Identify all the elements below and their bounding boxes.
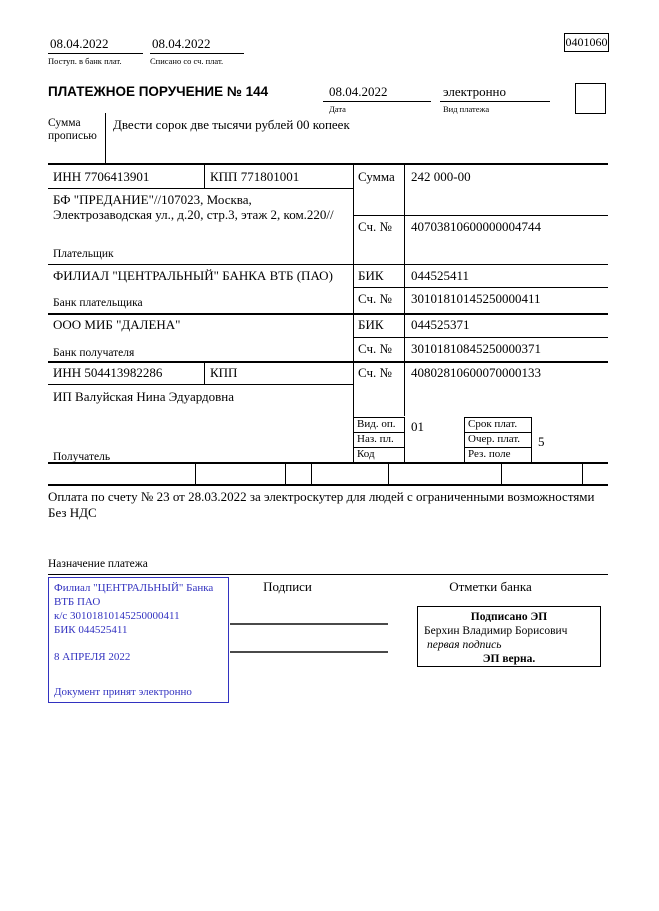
bank-marks-header: Отметки банка <box>449 579 532 594</box>
payee-label: Получатель <box>53 451 111 463</box>
amount-words-value: Двести сорок две тысячи рублей 00 копеек <box>113 117 350 132</box>
status-box <box>575 83 606 114</box>
payment-type-value: электронно <box>440 84 550 102</box>
ep-signature-kind: первая подпись <box>427 639 502 651</box>
purpose-section-line <box>48 574 608 575</box>
payer-inn: ИНН 7706413901 <box>53 169 150 184</box>
signature-line-1 <box>230 623 388 625</box>
op-type-value: 01 <box>411 419 424 434</box>
payee-bank-label: Банк получателя <box>53 347 135 359</box>
tax-cell-divider <box>388 464 389 484</box>
code-label-cell: Код <box>353 447 405 463</box>
value-column-line <box>404 165 405 416</box>
tax-cell-divider <box>195 464 196 484</box>
payer-bank-section-line <box>48 313 608 315</box>
payer-bank-account-label: Сч. № <box>358 291 392 306</box>
date-field <box>323 84 431 114</box>
due-label-cell: Срок плат. <box>464 417 532 433</box>
tax-cell-divider <box>501 464 502 484</box>
payee-bank-account-label: Сч. № <box>358 341 392 356</box>
date-label: Дата <box>329 104 346 114</box>
document-title: ПЛАТЕЖНОЕ ПОРУЧЕНИЕ № 144 <box>48 84 269 99</box>
payer-account-value: 40703810600000004744 <box>411 219 541 234</box>
payee-bank-bik-line <box>353 337 608 338</box>
purpose-code-label-cell: Наз. пл. <box>353 432 405 448</box>
payer-account-label: Сч. № <box>358 219 392 234</box>
payee-name: ИП Валуйская Нина Эдуардовна <box>53 389 235 404</box>
payer-bank-bik-value: 044525411 <box>411 268 470 283</box>
payer-section-line <box>48 264 608 265</box>
sum-row-line <box>353 215 608 216</box>
amount-words-divider <box>105 113 106 163</box>
payee-bank-name: ООО МИБ "ДАЛЕНА" <box>53 317 181 332</box>
signatures-header: Подписи <box>263 579 312 594</box>
ep-verified: ЭП верна. <box>482 653 536 665</box>
sum-label: Сумма <box>358 169 395 184</box>
ep-stamp <box>417 606 601 667</box>
payment-table <box>48 163 608 462</box>
payee-inn-row-line <box>48 384 353 385</box>
stamp-footer: Документ принят электронно <box>54 686 192 698</box>
form-code-box: 0401060 <box>564 33 609 52</box>
payer-inn-row-line <box>48 188 353 189</box>
date-value: 08.04.2022 <box>323 84 431 102</box>
stamp-bik: БИК 044525411 <box>54 624 128 636</box>
payer-kpp: КПП 771801001 <box>210 169 300 184</box>
stamp-date: 8 АПРЕЛЯ 2022 <box>54 651 131 663</box>
payment-type-field <box>440 84 550 114</box>
payer-name: БФ "ПРЕДАНИЕ"//107023, Москва, Электрозаводская ул., д.20, стр.3, этаж 2, ком.220// <box>53 192 334 222</box>
payer-bank-bik-label: БИК <box>358 268 384 283</box>
received-date-field <box>48 36 143 66</box>
op-type-label-cell: Вид. оп. <box>353 417 405 433</box>
inn-kpp-divider-payee <box>204 362 205 384</box>
payer-bank-label: Банк плательщика <box>53 297 143 309</box>
tax-cell-divider <box>285 464 286 484</box>
debited-date-field <box>150 36 244 66</box>
ep-title: Подписано ЭП <box>470 611 548 623</box>
ep-signer: Берхин Владимир Борисович <box>424 625 568 637</box>
payment-type-label: Вид платежа <box>443 104 490 114</box>
payee-account-value: 40802810600070000133 <box>411 365 541 380</box>
payee-bank-account-value: 30101810845250000371 <box>411 341 541 356</box>
tax-fields-row <box>48 462 608 486</box>
order-label-cell: Очер. плат. <box>464 432 532 448</box>
debited-date-value: 08.04.2022 <box>150 36 244 54</box>
stamp-bank-name: Филиал "ЦЕНТРАЛЬНЫЙ" Банка ВТБ ПАО <box>54 582 214 608</box>
tax-cell-divider <box>582 464 583 484</box>
bank-stamp <box>48 577 229 703</box>
payee-kpp: КПП <box>210 365 238 380</box>
received-date-value: 08.04.2022 <box>48 36 143 54</box>
payer-bank-bik-line <box>353 287 608 288</box>
payee-bank-bik-value: 044525371 <box>411 317 470 332</box>
payee-bank-section-line <box>48 361 608 363</box>
signature-line-2 <box>230 651 388 653</box>
payer-label: Плательщик <box>53 248 114 260</box>
payee-account-label: Сч. № <box>358 365 392 380</box>
order-value: 5 <box>538 434 545 449</box>
received-date-label: Поступ. в банк плат. <box>48 56 122 66</box>
payer-bank-name: ФИЛИАЛ "ЦЕНТРАЛЬНЫЙ" БАНКА ВТБ (ПАО) <box>53 268 333 283</box>
payer-bank-account-value: 30101810145250000411 <box>411 291 541 306</box>
purpose-text: Оплата по счету № 23 от 28.03.2022 за электроскутер для людей с ограниченными возможностями Без НДС <box>48 489 595 520</box>
inn-kpp-divider-payer <box>204 165 205 188</box>
stamp-corr-account: к/с 30101810145250000411 <box>54 610 180 622</box>
tax-cell-divider <box>311 464 312 484</box>
payee-inn: ИНН 504413982286 <box>53 365 163 380</box>
payee-bank-bik-label: БИК <box>358 317 384 332</box>
reserve-label-cell: Рез. поле <box>464 447 532 463</box>
debited-date-label: Списано со сч. плат. <box>150 56 224 66</box>
sum-value: 242 000-00 <box>411 169 471 184</box>
amount-words-label: Сумма прописью <box>48 117 97 142</box>
purpose-label: Назначение платежа <box>48 558 148 570</box>
